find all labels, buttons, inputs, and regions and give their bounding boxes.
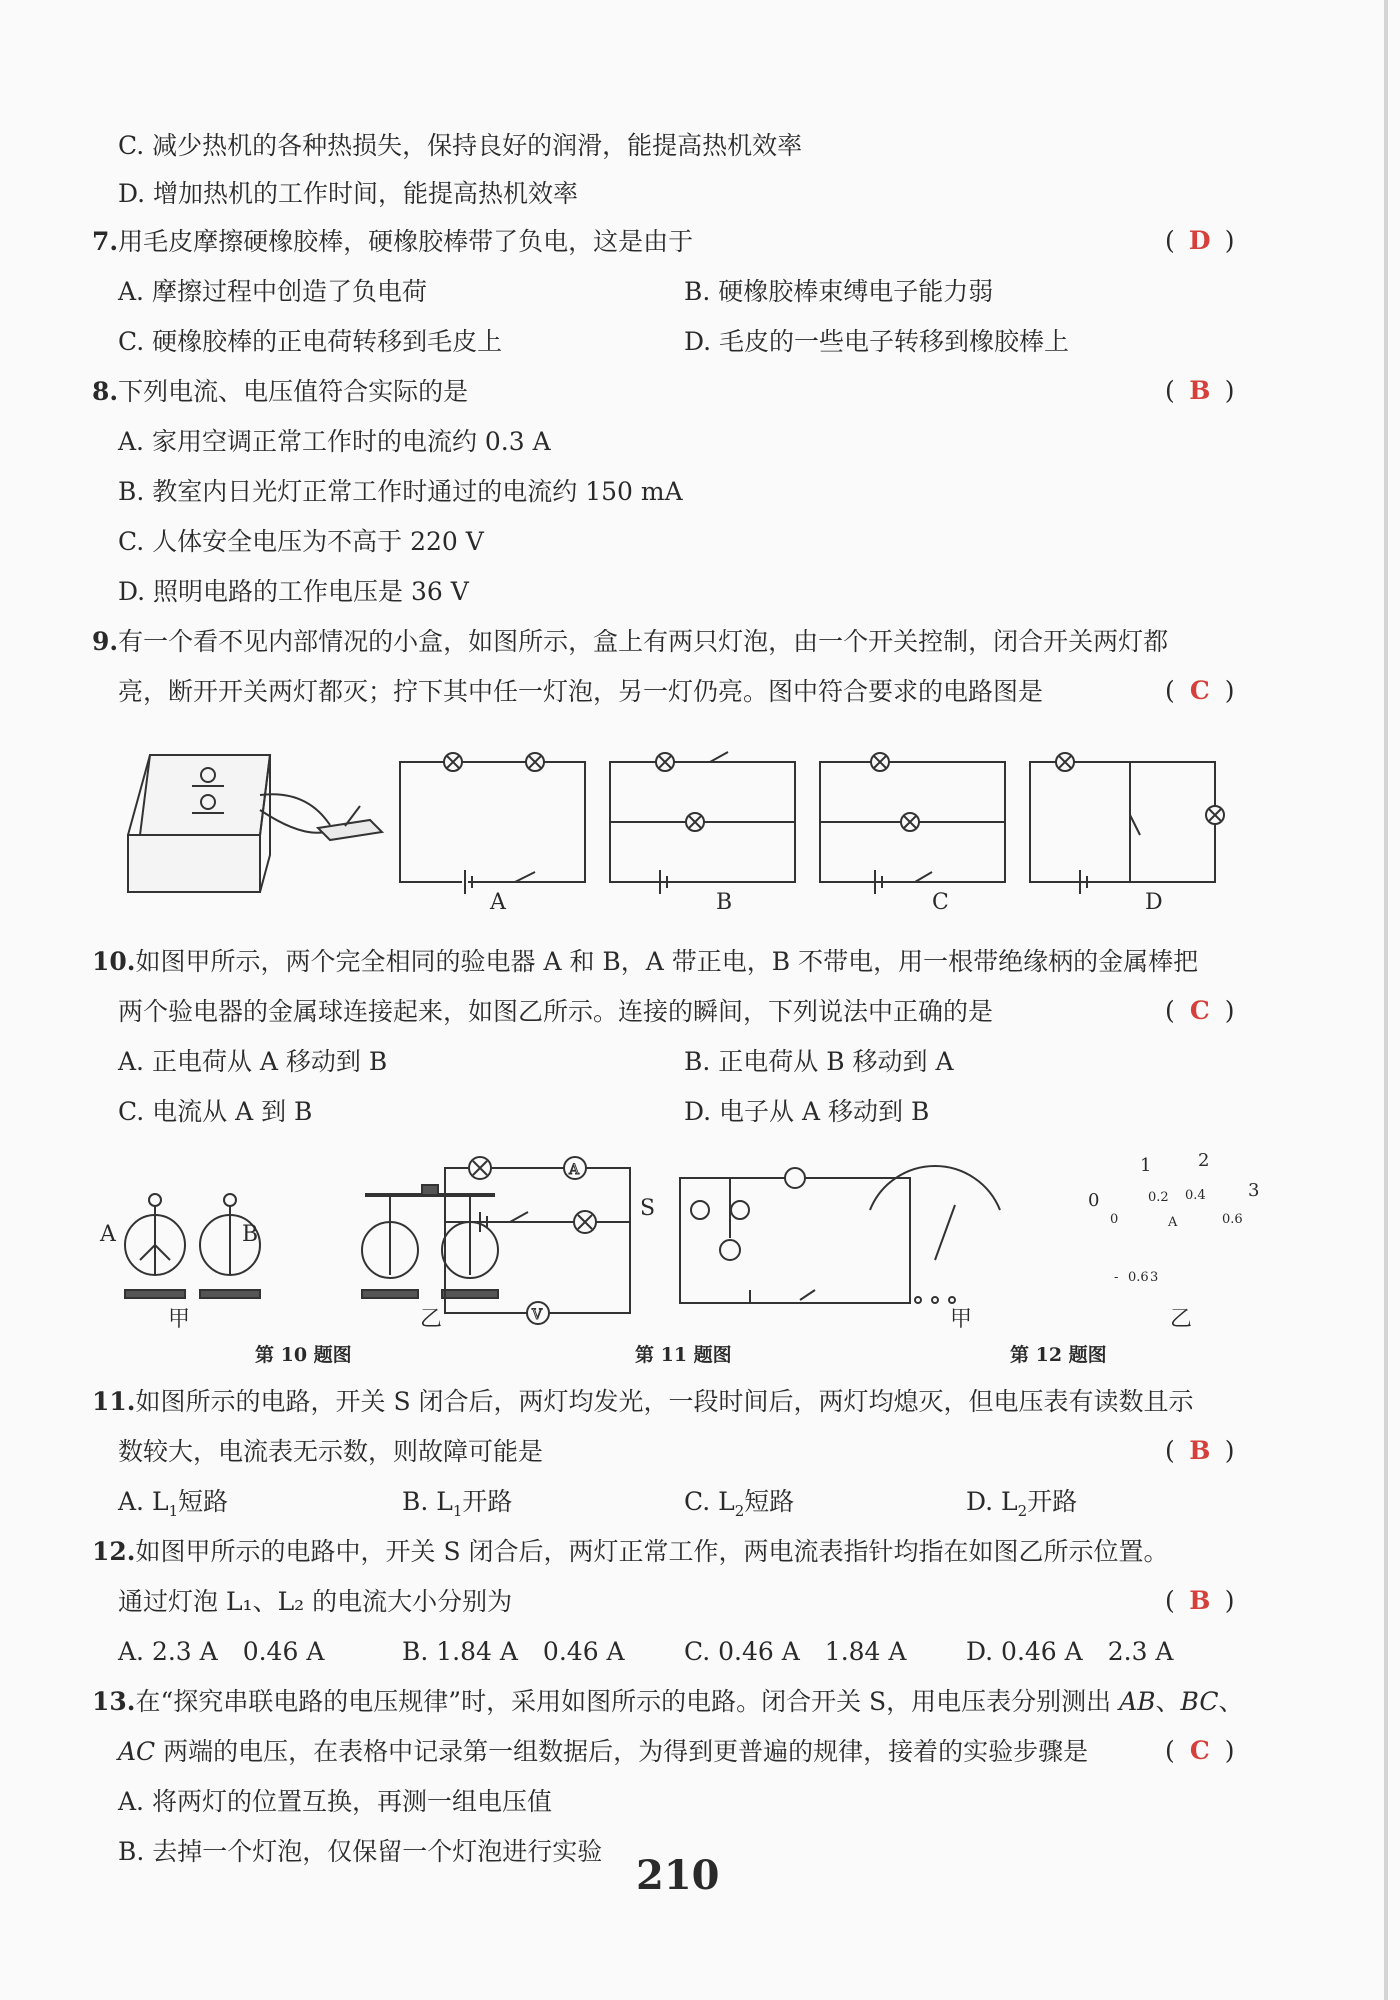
dial-2: 2: [1198, 1150, 1210, 1171]
q8-answer: B: [1189, 376, 1211, 405]
fig10-a-label: A: [100, 1222, 116, 1247]
q13-answer: C: [1189, 1736, 1210, 1765]
q7-option-a: A. 摩擦过程中创造了负电荷: [118, 277, 427, 306]
electroscope-yi: [362, 1185, 498, 1298]
electroscope-jia: [125, 1194, 260, 1298]
q9-circuit-d: [1030, 753, 1224, 894]
q9-circuit-c: [820, 753, 1005, 894]
q11-stem-line1: 11.如图所示的电路，开关 S 闭合后，两灯均发光，一段时间后，两灯均熄灭，但电压表有读数且示: [92, 1387, 1194, 1416]
q8-option-b: B. 教室内日光灯正常工作时通过的电流约 150 mA: [118, 477, 683, 506]
q13-answer-box: ( C ): [1165, 1736, 1235, 1765]
dial-3: 3: [1248, 1180, 1260, 1201]
fig10-jia: 甲: [168, 1307, 191, 1332]
q7-answer-box: ( D ): [1165, 226, 1235, 255]
q7-stem: 7.用毛皮摩擦硬橡胶棒，硬橡胶棒带了负电，这是由于: [92, 227, 694, 256]
q12-stem-line1: 12.如图甲所示的电路中，开关 S 闭合后，两灯正常工作，两电流表指针均指在如图乙所示位置。: [92, 1537, 1169, 1566]
caption-q12: 第 12 题图: [1010, 1344, 1107, 1366]
q9-answer-box: ( C ): [1165, 676, 1235, 705]
dial-unit: A: [1168, 1215, 1178, 1230]
q11-stem-line2: 数较大，电流表无示数，则故障可能是: [118, 1437, 544, 1466]
q7-option-c: C. 硬橡胶棒的正电荷转移到毛皮上: [118, 327, 503, 356]
q12-option-b: B. 1.84 A 0.46 A: [402, 1637, 625, 1666]
dial-term-06: 0.6: [1128, 1270, 1149, 1285]
q7-option-b: B. 硬橡胶棒束缚电子能力弱: [684, 277, 994, 306]
q8-option-c: C. 人体安全电压为不高于 220 V: [118, 527, 484, 556]
q9-answer: C: [1189, 676, 1210, 705]
q12-option-a: A. 2.3 A 0.46 A: [118, 1637, 325, 1666]
q9-stem-line2: 亮，断开开关两灯都灭；拧下其中任一灯泡，另一灯仍亮。图中符合要求的电路图是: [118, 677, 1044, 706]
caption-q11: 第 11 题图: [635, 1344, 732, 1366]
dial-s04: 0.4: [1185, 1188, 1206, 1203]
q12-stem-line2: 通过灯泡 L₁、L₂ 的电流大小分别为: [118, 1587, 513, 1616]
q12-option-d: D. 0.46 A 2.3 A: [966, 1637, 1174, 1666]
q12-circuit: [680, 1168, 910, 1303]
q13-stem-line2: AC 两端的电压，在表格中记录第一组数据后，为得到更普遍的规律，接着的实验步骤是: [118, 1737, 1089, 1766]
q11-option-b: B. $L_1$开路: [402, 1487, 513, 1520]
svg-text:A: A: [569, 1162, 580, 1178]
fig11-s: S: [640, 1196, 656, 1221]
q11-option-d: D. $L_2$开路: [966, 1487, 1078, 1520]
q9-label-c: C: [932, 890, 949, 915]
q8-option-a: A. 家用空调正常工作时的电流约 0.3 A: [118, 427, 551, 456]
q10-answer: C: [1189, 996, 1210, 1025]
q10-stem-line2: 两个验电器的金属球连接起来，如图乙所示。连接的瞬间，下列说法中正确的是: [118, 997, 994, 1026]
q7-option-d: D. 毛皮的一些电子转移到橡胶棒上: [684, 327, 1070, 356]
q11-option-a: A. $L_1$短路: [118, 1487, 229, 1520]
q11-answer: B: [1189, 1436, 1211, 1465]
fig12-jia: 甲: [950, 1307, 973, 1332]
q10-answer-box: ( C ): [1165, 996, 1235, 1025]
q13-stem-line1: 13.在“探究串联电路的电压规律”时，采用如图所示的电路。闭合开关 S，用电压表分别测出 AB、BC、: [92, 1687, 1244, 1716]
q13-option-a: A. 将两灯的位置互换，再测一组电压值: [118, 1787, 552, 1816]
dial-s02: 0.2: [1148, 1190, 1169, 1205]
q10-option-b: B. 正电荷从 B 移动到 A: [684, 1047, 954, 1076]
caption-q10: 第 10 题图: [255, 1344, 352, 1366]
q9-circuit-a: [400, 753, 585, 894]
svg-text:V: V: [532, 1307, 543, 1323]
q6-option-c: C. 减少热机的各种热损失，保持良好的润滑，能提高热机效率: [118, 131, 803, 160]
page-number: 210: [636, 1852, 720, 1899]
q8-stem: 8.下列电流、电压值符合实际的是: [92, 377, 469, 406]
q11-answer-box: ( B ): [1165, 1436, 1235, 1465]
dial-s0: 0: [1110, 1212, 1119, 1227]
q13-option-b: B. 去掉一个灯泡，仅保留一个灯泡进行实验: [118, 1837, 603, 1866]
q7-answer: D: [1188, 226, 1211, 255]
dial-term-3: 3: [1150, 1270, 1159, 1285]
fig10-yi: 乙: [420, 1307, 443, 1332]
q9-label-a: A: [490, 890, 506, 915]
q9-stem-line1: 9.有一个看不见内部情况的小盒，如图所示，盒上有两只灯泡，由一个开关控制，闭合开关两灯都: [92, 627, 1169, 656]
q10-q12-figures: [100, 1150, 1280, 1330]
q12-answer-box: ( B ): [1165, 1586, 1235, 1615]
dial-1: 1: [1140, 1155, 1152, 1176]
q10-option-d: D. 电子从 A 移动到 B: [684, 1097, 930, 1126]
q9-box-figure: [128, 755, 382, 892]
q10-option-a: A. 正电荷从 A 移动到 B: [118, 1047, 388, 1076]
q9-label-b: B: [716, 890, 733, 915]
q6-option-d: D. 增加热机的工作时间，能提高热机效率: [118, 179, 579, 208]
ammeter-dial: [870, 1166, 1000, 1303]
fig12-yi: 乙: [1170, 1307, 1193, 1332]
q9-label-d: D: [1145, 890, 1163, 915]
q11-option-c: C. $L_2$短路: [684, 1487, 795, 1520]
dial-term-minus: -: [1114, 1270, 1119, 1285]
q8-answer-box: ( B ): [1165, 376, 1235, 405]
q8-option-d: D. 照明电路的工作电压是 36 V: [118, 577, 469, 606]
q9-circuit-b: [610, 752, 795, 894]
q12-option-c: C. 0.46 A 1.84 A: [684, 1637, 907, 1666]
q10-option-c: C. 电流从 A 到 B: [118, 1097, 313, 1126]
dial-0: 0: [1088, 1190, 1100, 1211]
fig10-b-label: B: [242, 1222, 259, 1247]
page-edge: [1384, 0, 1388, 2000]
q10-stem-line1: 10.如图甲所示，两个完全相同的验电器 A 和 B，A 带正电，B 不带电，用一根带绝缘柄的金属棒把: [92, 947, 1199, 976]
q12-answer: B: [1189, 1586, 1211, 1615]
q9-figures: [120, 740, 1240, 920]
dial-s06: 0.6: [1222, 1212, 1243, 1227]
